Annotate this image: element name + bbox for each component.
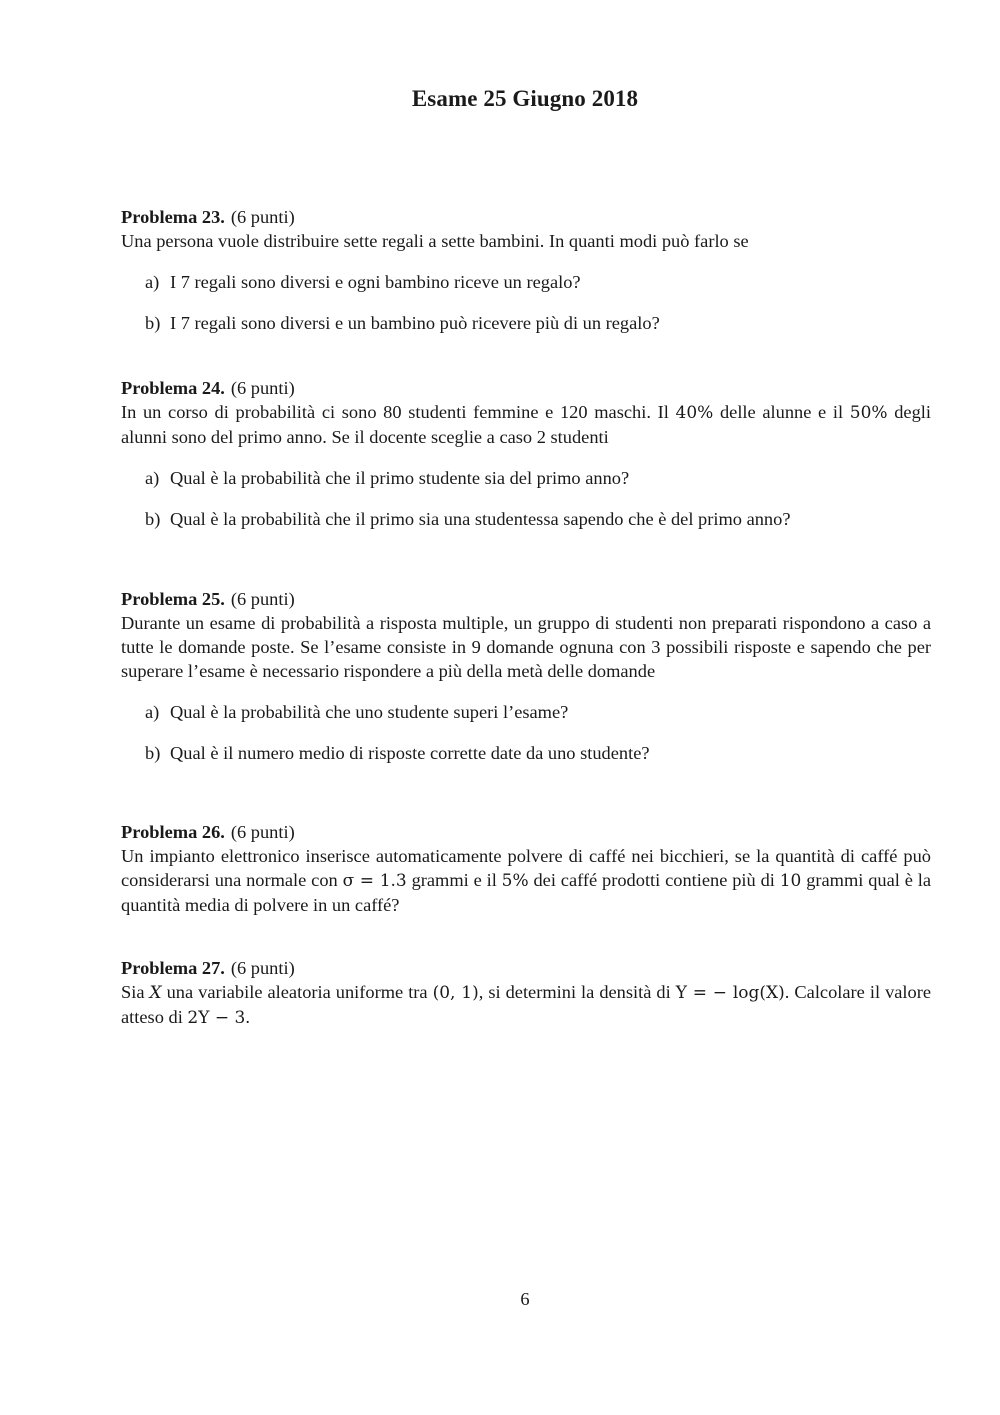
part-text: Qual è il numero medio di risposte corrette date da uno studente? bbox=[170, 743, 650, 763]
problem-label: Problema 23. bbox=[121, 207, 225, 227]
math-expression: 10 bbox=[779, 871, 802, 891]
math-expression: 2Y − 3 bbox=[187, 1008, 246, 1028]
problem-text: Durante un esame di probabilità a risposta multiple, un gruppo di studenti non preparati rispondono a caso a tutte le domande poste. Se l’esame consiste in 9 domande ognuna con 3 possibili risposte e sapendo che per superare l’esame è necessario rispondere a più della metà delle domande bbox=[121, 613, 931, 681]
text-segment: una variabile aleatoria uniforme tra bbox=[161, 982, 433, 1002]
problem-part-b bbox=[121, 311, 931, 335]
problem-points: (6 punti) bbox=[230, 207, 295, 227]
part-marker: a) bbox=[145, 272, 160, 292]
text-segment: . Calcolare il valore atteso di bbox=[121, 982, 932, 1027]
math-expression: σ = 1.3 bbox=[342, 871, 407, 891]
text-segment: degli alunni sono del primo anno. Se il docente sceglie a caso 2 studenti bbox=[121, 402, 931, 447]
page-title: Esame 25 Giugno 2018 bbox=[411, 86, 639, 111]
problem-part-b bbox=[121, 507, 931, 531]
part-text: Qual è la probabilità che uno studente superi l’esame? bbox=[170, 702, 569, 722]
page-number: 6 bbox=[520, 1289, 530, 1309]
problem-24 bbox=[121, 376, 931, 531]
problem-label: Problema 25. bbox=[121, 589, 225, 609]
math-expression: 40% bbox=[675, 403, 714, 423]
text-segment: , si determini la densità di bbox=[478, 982, 676, 1002]
part-text: Qual è la probabilità che il primo studente sia del primo anno? bbox=[170, 468, 630, 488]
problem-part-a bbox=[121, 466, 931, 490]
problem-part-b bbox=[121, 741, 931, 765]
problem-points: (6 punti) bbox=[230, 958, 295, 978]
part-marker: b) bbox=[145, 313, 161, 333]
problem-text: Una persona vuole distribuire sette regali a sette bambini. In quanti modi può farlo se bbox=[121, 231, 749, 251]
problem-part-a bbox=[121, 270, 931, 294]
problem-label: Problema 27. bbox=[121, 958, 225, 978]
part-marker: a) bbox=[145, 468, 160, 488]
math-expression: Y = − log(X) bbox=[675, 983, 785, 1003]
part-marker: b) bbox=[145, 509, 161, 529]
problem-part-a bbox=[121, 700, 931, 724]
problem-text bbox=[121, 400, 931, 449]
problem-label: Problema 24. bbox=[121, 378, 225, 398]
problem-27 bbox=[121, 956, 931, 1030]
text-segment: grammi e il bbox=[406, 870, 502, 890]
part-text: Qual è la probabilità che il primo sia una studentessa sapendo che è del primo anno? bbox=[170, 509, 791, 529]
text-segment: grammi qual è la quantità media di polvere in un caffé? bbox=[121, 870, 931, 915]
problem-25 bbox=[121, 587, 931, 765]
problem-parts bbox=[121, 466, 931, 531]
math-expression: X bbox=[149, 983, 162, 1003]
part-text: I 7 regali sono diversi e un bambino può ricevere più di un regalo? bbox=[170, 313, 660, 333]
text-segment: dei caffé prodotti contiene più di bbox=[528, 870, 780, 890]
problem-points: (6 punti) bbox=[230, 378, 295, 398]
problem-23 bbox=[121, 205, 931, 335]
text-segment: Un impianto elettronico inserisce automaticamente polvere di caffé nei bicchieri, se la quantità di caffé può considerarsi una normale con bbox=[121, 846, 931, 890]
problem-parts bbox=[121, 270, 931, 335]
problem-points: (6 punti) bbox=[230, 589, 295, 609]
part-marker: b) bbox=[145, 743, 161, 763]
math-expression: 50% bbox=[849, 403, 888, 423]
part-marker: a) bbox=[145, 702, 160, 722]
text-segment: Sia bbox=[121, 982, 150, 1002]
problem-26 bbox=[121, 820, 931, 917]
text-segment: . bbox=[245, 1007, 250, 1027]
problem-label: Problema 26. bbox=[121, 822, 225, 842]
problem-text bbox=[121, 980, 931, 1030]
problem-text bbox=[121, 844, 931, 917]
math-expression: 5% bbox=[501, 871, 529, 891]
part-text: I 7 regali sono diversi e ogni bambino riceve un regalo? bbox=[170, 272, 581, 292]
text-segment: In un corso di probabilità ci sono 80 studenti femmine e 120 maschi. Il bbox=[121, 402, 676, 422]
math-expression: (0, 1) bbox=[432, 983, 479, 1003]
text-segment: delle alunne e il bbox=[713, 402, 850, 422]
problem-parts bbox=[121, 700, 931, 765]
problem-points: (6 punti) bbox=[230, 822, 295, 842]
